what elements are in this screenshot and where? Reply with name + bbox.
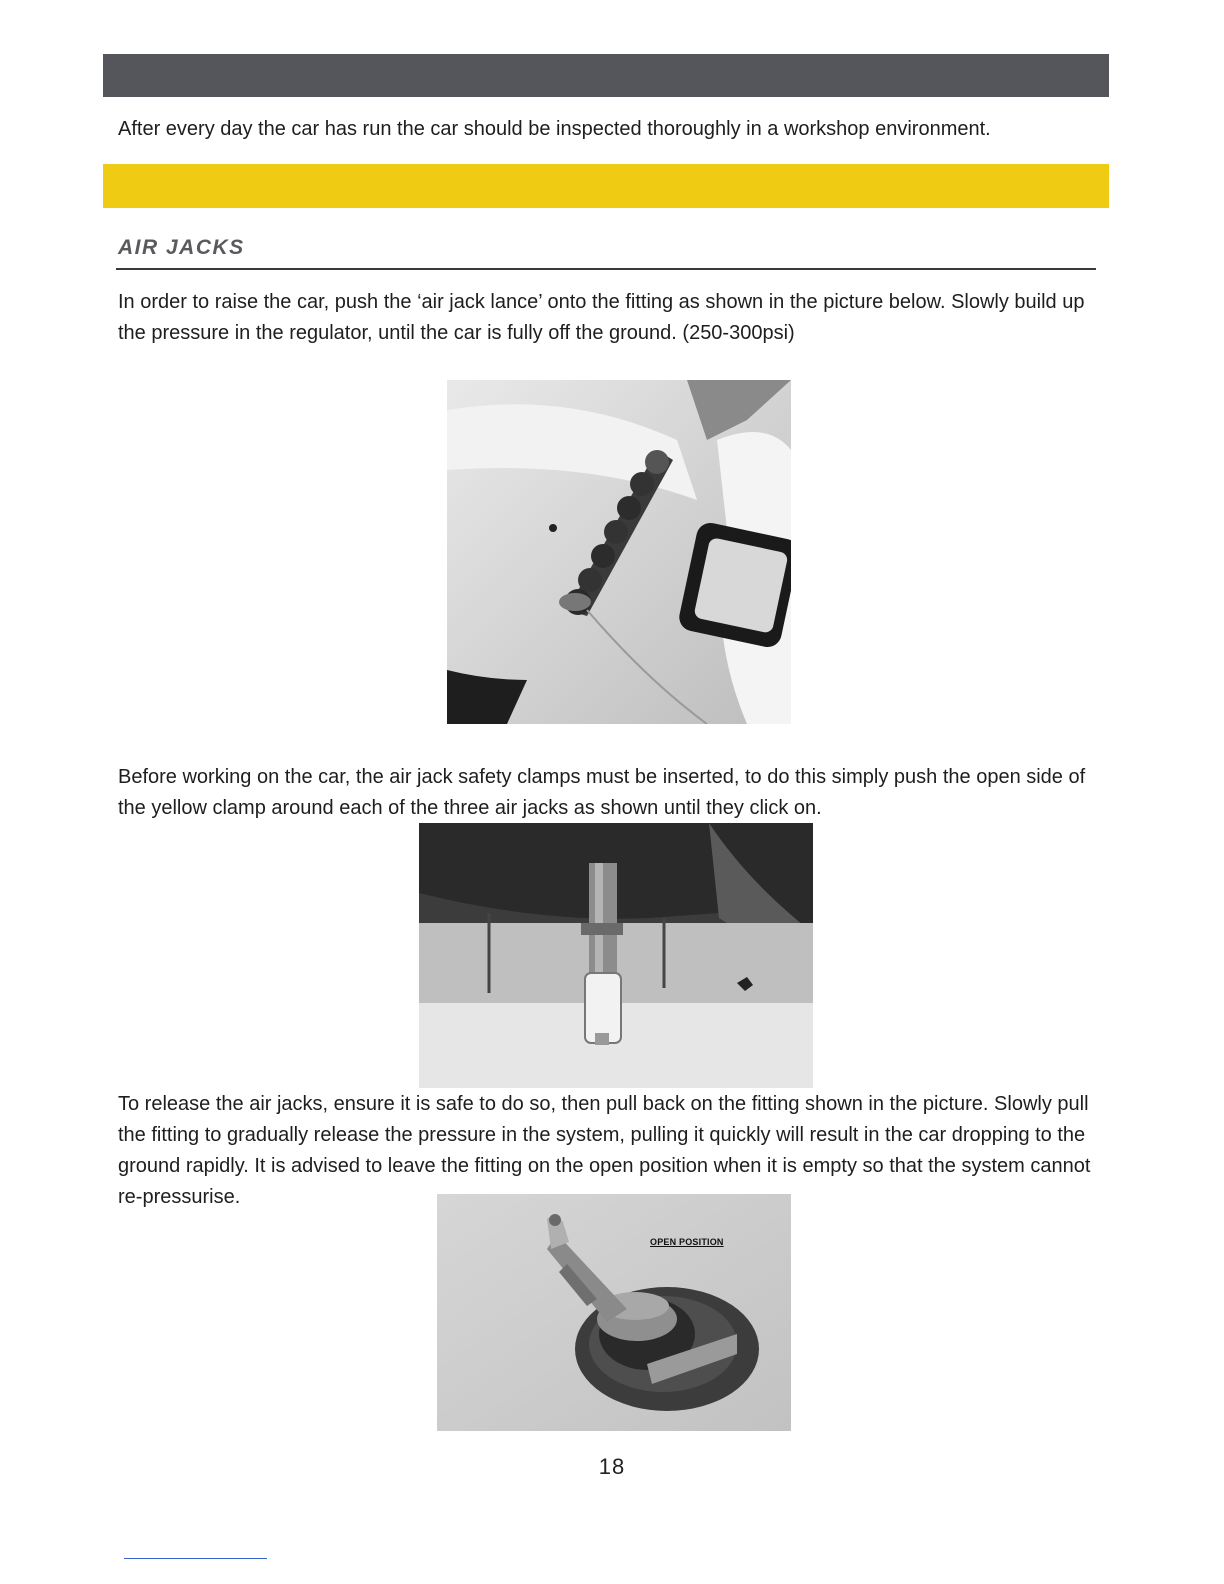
intro-text: After every day the car has run the car should be inspected thoroughly in a workshop environment.	[118, 118, 991, 140]
footer-link-line	[124, 1558, 267, 1559]
photo-safety-clamp	[419, 823, 813, 1088]
paragraph-release: To release the air jacks, ensure it is safe to do so, then pull back on the fitting shown in the picture. Slowly pull the fitting to gradually release the pressure in the system, pulling it quickly will result in the car dropping to the ground rapidly. It is advised to leave the fitting on the open position when it is empty so that the system cannot re-pressurise.	[118, 1093, 1091, 1208]
paragraph-clamps: Before working on the car, the air jack safety clamps must be inserted, to do this simply push the open side of the yellow clamp around each of the three air jacks as shown until they click on.	[118, 766, 1086, 819]
page-number: 18	[598, 1454, 626, 1479]
open-position-label: OPEN POSITION	[650, 1237, 724, 1247]
header-bar-yellow	[103, 164, 1109, 208]
paragraph-raise: In order to raise the car, push the ‘air jack lance’ onto the fitting as shown in the picture below. Slowly build up the pressure in the regulator, until the car is fully off the ground. (250-300psi)	[118, 291, 1085, 344]
header-bar-dark	[103, 54, 1109, 97]
section-rule	[116, 268, 1096, 270]
photo-air-jack-lance	[447, 380, 791, 724]
section-title: AIR JACKS	[118, 236, 245, 259]
photo-open-position	[437, 1194, 791, 1431]
